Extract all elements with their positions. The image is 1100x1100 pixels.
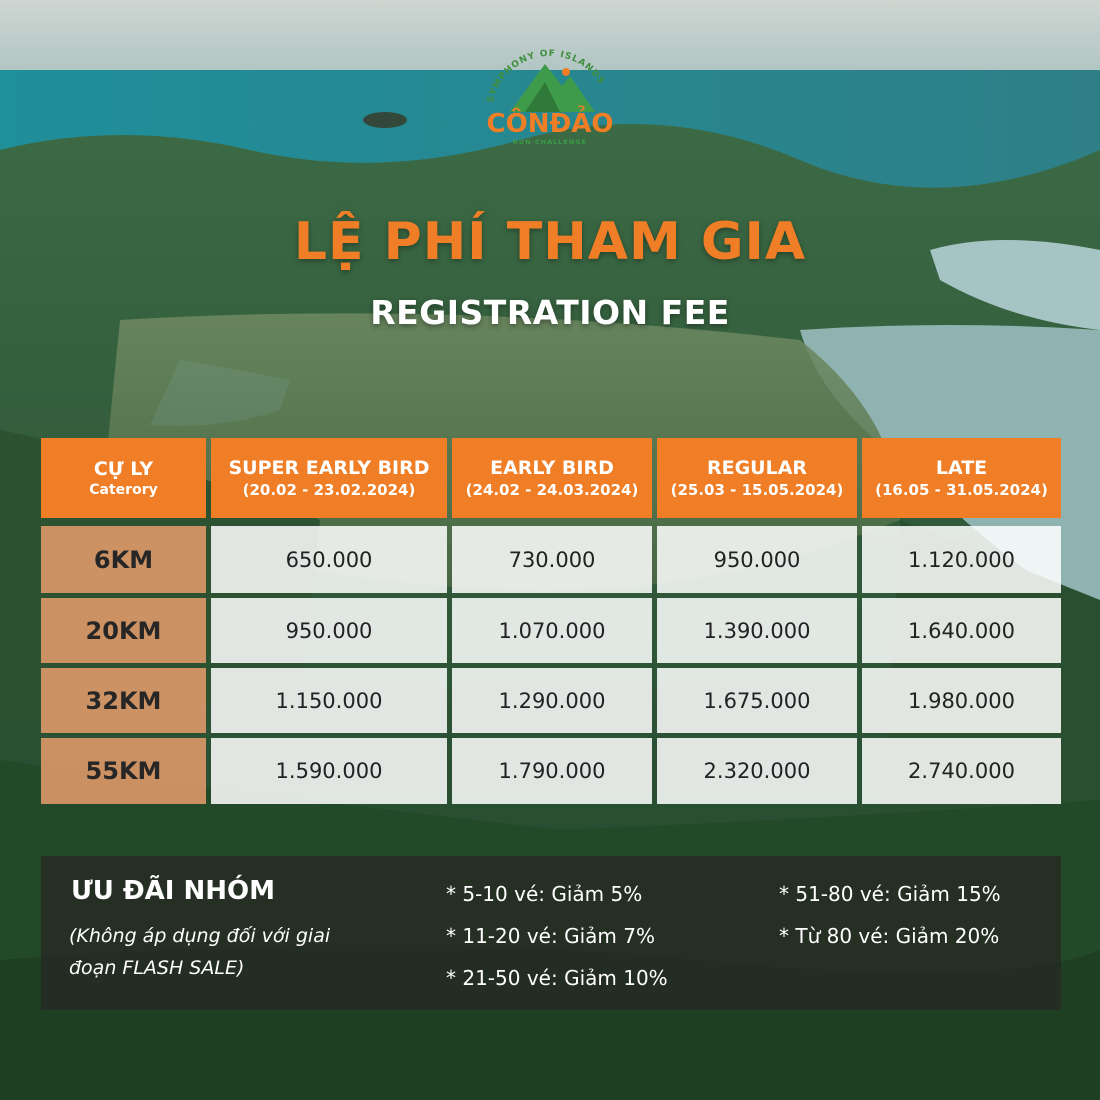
discount-item: * 21-50 vé: Giảm 10% (446, 966, 668, 990)
price-cell: 950.000 (211, 598, 447, 663)
page-title: LỆ PHÍ THAM GIA (293, 212, 807, 272)
svg-text:RUN CHALLENGE: RUN CHALLENGE (512, 138, 588, 146)
price-cell: 730.000 (452, 526, 652, 593)
group-discount-note: (Không áp dụng đối với giai đoạn FLASH SALE) (69, 925, 331, 979)
group-discount-title: ƯU ĐÃI NHÓM (71, 876, 276, 906)
period-dates: (24.02 - 24.03.2024) (465, 481, 639, 499)
price-cell: 1.640.000 (862, 598, 1061, 663)
price-cell: 950.000 (657, 526, 857, 593)
group-discount-panel (41, 856, 1061, 1010)
header-category-en: Caterory (89, 482, 158, 498)
distance-32km: 32KM (41, 668, 206, 733)
discount-item: * 51-80 vé: Giảm 15% (779, 882, 1001, 906)
price-cell: 2.740.000 (862, 738, 1061, 804)
distance-55km: 55KM (41, 738, 206, 804)
period-dates: (25.03 - 15.05.2024) (670, 481, 844, 499)
period-name: EARLY BIRD (490, 457, 614, 479)
price-cell: 1.590.000 (211, 738, 447, 804)
registration-fee-table (41, 438, 1061, 804)
price-cell: 650.000 (211, 526, 447, 593)
header-category (41, 438, 206, 518)
period-name: LATE (935, 457, 988, 479)
period-dates: (20.02 - 23.02.2024) (242, 481, 416, 499)
distance-6km: 6KM (41, 526, 206, 593)
discount-item: * Từ 80 vé: Giảm 20% (779, 924, 1000, 948)
price-cell: 1.120.000 (862, 526, 1061, 593)
header-category-vi: CỰ LY (93, 458, 154, 480)
price-cell: 1.070.000 (452, 598, 652, 663)
discount-item: * 5-10 vé: Giảm 5% (446, 882, 643, 906)
svg-text:SYMPHONY OF ISLANDS: SYMPHONY OF ISLANDS (486, 48, 607, 104)
period-name: REGULAR (706, 457, 808, 479)
price-cell: 1.390.000 (657, 598, 857, 663)
price-cell: 1.675.000 (657, 668, 857, 733)
discount-item: * 11-20 vé: Giảm 7% (446, 924, 655, 948)
price-cell: 1.980.000 (862, 668, 1061, 733)
header-super-early-bird (211, 438, 447, 518)
header-regular (657, 438, 857, 518)
period-dates: (16.05 - 31.05.2024) (875, 481, 1048, 499)
period-name: SUPER EARLY BIRD (228, 457, 430, 479)
price-cell: 1.290.000 (452, 668, 652, 733)
page-subtitle: REGISTRATION FEE (370, 293, 730, 332)
price-cell: 2.320.000 (657, 738, 857, 804)
price-cell: 1.790.000 (452, 738, 652, 804)
header-late (862, 438, 1061, 518)
distance-20km: 20KM (41, 598, 206, 663)
header-early-bird (452, 438, 652, 518)
svg-text:CÔNĐẢO: CÔNĐẢO (486, 109, 614, 139)
condao-logo (470, 42, 630, 152)
price-cell: 1.150.000 (211, 668, 447, 733)
